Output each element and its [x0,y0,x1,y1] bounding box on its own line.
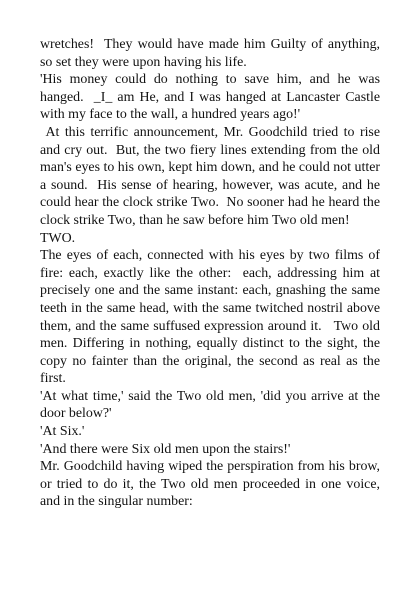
section-heading-two: TWO. [40,230,76,246]
paragraph-money-could-do-nothing: 'His money could do nothing to save him, and he was hanged. _I_ am He, and I was hanged at Lancaster Castle with my face to the wall, a hundred years ago!' [40,72,384,123]
document-page [40,36,384,511]
paragraph-at-six: 'At Six.' [40,424,85,440]
paragraph-perspiration: Mr. Goodchild having wiped the perspiration from his brow, or tried to do it, the Two old men proceeded in one voice, and in the singular number: [40,459,384,510]
paragraph-what-time: 'At what time,' said the Two old men, 'did you arrive at the door below?' [40,388,384,422]
paragraph-terrific-announcement: At this terrific announcement, Mr. Goodchild tried to rise and cry out. But, the two fiery lines extending from the old man's eyes to his own, kept him down, and he could not utter a sound. His sense of hearing, however, was acute, and he could hear the clock strike Two. No sooner had he heard the clock strike Two, than he saw before him Two old men! [40,124,384,228]
paragraph-wretches: wretches! They would have made him Guilty of anything, so set they were upon having his life. [40,37,384,70]
paragraph-six-old-men: 'And there were Six old men upon the stairs!' [40,441,291,457]
paragraph-eyes-of-each: The eyes of each, connected with his eyes by two films of fire: each, exactly like the other: each, addressing him at precisely one and the same instant: each, gnashing the same teeth in the same head, with the same twitched nostril above them, and the same suffused expression around it. Two old men. Differing in nothing, equally distinct to the sight, the copy no fainter than the original, the second as real as the first. [40,248,384,387]
